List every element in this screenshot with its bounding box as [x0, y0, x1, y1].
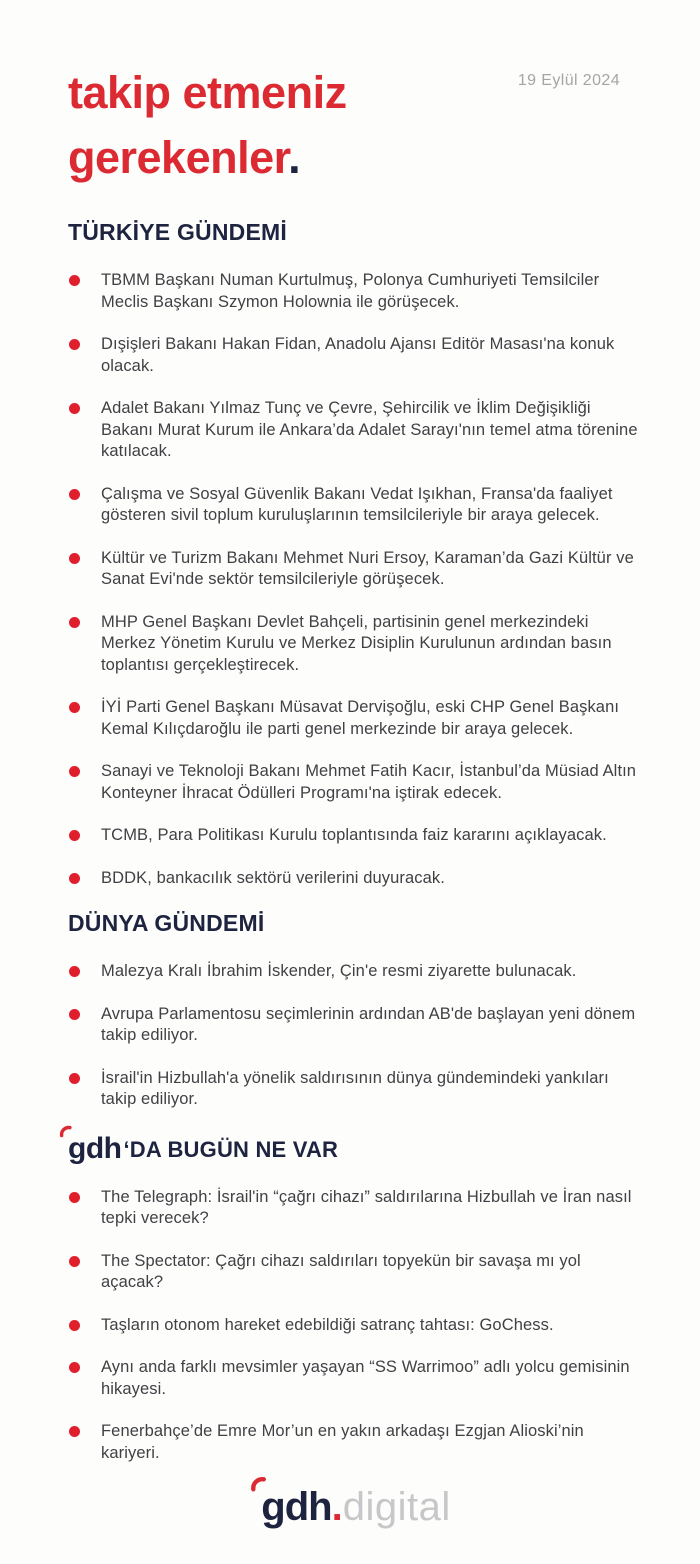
- bullet-icon: [69, 1362, 80, 1373]
- agenda-item-text: İYİ Parti Genel Başkanı Müsavat Dervişoğlu, eski CHP Genel Başkanı Kemal Kılıçdaroğlu ile parti genel merkezinde bir araya gelecek.: [101, 698, 620, 738]
- bullet-icon: [69, 702, 80, 713]
- section-turkiye-gundemi: [68, 219, 644, 889]
- list-item: [68, 1357, 644, 1400]
- agenda-item-text: Sanayi ve Teknoloji Bakanı Mehmet Fatih Kacır, İstanbul’da Müsiad Altın Konteyner İhracat Ödülleri Programı'na iştirak edecek.: [101, 762, 637, 802]
- list-item: [68, 270, 644, 313]
- list-item: [68, 1251, 644, 1294]
- agenda-item-text: Kültür ve Turizm Bakanı Mehmet Nuri Ersoy, Karaman’da Gazi Kültür ve Sanat Evi'nde sektör temsilcileriyle görüşecek.: [101, 548, 634, 588]
- bullet-icon: [69, 830, 80, 841]
- section-heading-turkiye: TÜRKİYE GÜNDEMİ: [68, 219, 287, 245]
- list-item: [68, 1421, 644, 1464]
- agenda-item-text: Fenerbahçe’de Emre Mor’un en yakın arkadaşı Ezgjan Alioski’nin kariyeri.: [101, 1422, 584, 1462]
- list-item: [68, 1068, 644, 1111]
- gdh-heading-text: ‘DA BUGÜN NE VAR: [123, 1137, 339, 1162]
- agenda-item-text: TBMM Başkanı Numan Kurtulmuş, Polonya Cumhuriyeti Temsilciler Meclis Başkanı Szymon Holownia ile görüşecek.: [101, 271, 600, 311]
- gdh-swoosh-icon: [250, 1476, 269, 1495]
- bullet-icon: [69, 1009, 80, 1020]
- bullet-icon: [69, 553, 80, 564]
- list-item: [68, 1187, 644, 1230]
- agenda-item-text: Dışişleri Bakanı Hakan Fidan, Anadolu Ajansı Editör Masası'na konuk olacak.: [101, 335, 615, 375]
- turkiye-agenda-list: [68, 270, 644, 889]
- bullet-icon: [69, 617, 80, 628]
- gdh-logo-text: gdh: [68, 1131, 122, 1165]
- section-dunya-gundemi: [68, 910, 644, 1111]
- gdh-logo: [68, 1132, 121, 1166]
- bullet-icon: [69, 1426, 80, 1437]
- bullet-icon: [69, 1320, 80, 1331]
- date-label: 19 Eylül 2024: [517, 72, 620, 89]
- list-item: [68, 761, 644, 804]
- page-title-period: .: [288, 132, 301, 183]
- list-item: [68, 334, 644, 377]
- gdh-digital-logo-main: [261, 1485, 331, 1530]
- agenda-item-text: Çalışma ve Sosyal Güvenlik Bakanı Vedat Işıkhan, Fransa'da faaliyet gösteren sivil toplum kuruluşlarının temsilcileriyle bir araya gelecek.: [101, 484, 613, 524]
- agenda-item-text: The Telegraph: İsrail'in “çağrı cihazı” saldırılarına Hizbullah ve İran nasıl tepki verecek?: [101, 1187, 632, 1227]
- agenda-item-text: Malezya Kralı İbrahim İskender, Çin'e resmi ziyarette bulunacak.: [101, 962, 577, 980]
- gdh-agenda-list: [68, 1187, 644, 1465]
- list-item: [68, 961, 644, 983]
- bullet-icon: [69, 1256, 80, 1267]
- gdh-digital-logo-dot: .: [331, 1485, 343, 1529]
- bullet-icon: [69, 1192, 80, 1203]
- section-heading-dunya: DÜNYA GÜNDEMİ: [68, 910, 265, 936]
- gdh-digital-logo-text: gdh: [261, 1485, 332, 1529]
- list-item: [68, 1004, 644, 1047]
- list-item: [68, 825, 644, 847]
- list-item: [68, 1315, 644, 1337]
- bullet-icon: [69, 339, 80, 350]
- section-gdh-bugun: [68, 1132, 644, 1465]
- list-item: [68, 868, 644, 890]
- agenda-item-text: Taşların otonom hareket edebildiği satranç tahtası: GoChess.: [101, 1315, 554, 1334]
- dunya-agenda-list: [68, 961, 644, 1111]
- agenda-item-text: The Spectator: Çağrı cihazı saldırıları topyekün bir savaşa mı yol açacak?: [101, 1251, 581, 1291]
- list-item: [68, 484, 644, 527]
- list-item: [68, 612, 644, 677]
- bullet-icon: [69, 275, 80, 286]
- gdh-digital-logo-suffix: digital: [342, 1485, 451, 1529]
- agenda-item-text: Adalet Bakanı Yılmaz Tunç ve Çevre, Şehircilik ve İklim Değişikliği Bakanı Murat Kurum ile Ankara’da Adalet Sarayı'nın temel atma törenine katılacak.: [101, 399, 638, 460]
- gdh-digital-logo: [68, 1485, 644, 1530]
- agenda-item-text: Avrupa Parlamentosu seçimlerinin ardından AB'de başlayan yeni dönem takip ediliyor.: [101, 1004, 636, 1044]
- bullet-icon: [69, 873, 80, 884]
- agenda-item-text: Aynı anda farklı mevsimler yaşayan “SS Warrimoo” adlı yolcu gemisinin hikayesi.: [101, 1358, 630, 1398]
- section-heading-gdh: [68, 1132, 644, 1166]
- agenda-item-text: BDDK, bankacılık sektörü verilerini duyuracak.: [101, 868, 445, 887]
- agenda-item-text: MHP Genel Başkanı Devlet Bahçeli, partisinin genel merkezindeki Merkez Yönetim Kurulu ve Merkez Disiplin Kurulunun ardından basın toplantısı gerçekleştirecek.: [101, 612, 612, 674]
- gdh-swoosh-icon: [59, 1125, 74, 1140]
- page-title-line2: gerekenler: [68, 132, 289, 183]
- agenda-item-text: İsrail'in Hizbullah'a yönelik saldırısının dünya gündemindeki yankıları takip ediliyor.: [101, 1068, 609, 1108]
- list-item: [68, 697, 644, 740]
- agenda-item-text: TCMB, Para Politikası Kurulu toplantısında faiz kararını açıklayacak.: [101, 826, 607, 844]
- list-item: [68, 398, 644, 463]
- bullet-icon: [69, 403, 80, 414]
- bullet-icon: [69, 489, 80, 500]
- bullet-icon: [69, 766, 80, 777]
- bullet-icon: [69, 966, 80, 977]
- bullet-icon: [69, 1073, 80, 1084]
- list-item: [68, 548, 644, 591]
- page-title-line1: takip etmeniz: [68, 67, 347, 118]
